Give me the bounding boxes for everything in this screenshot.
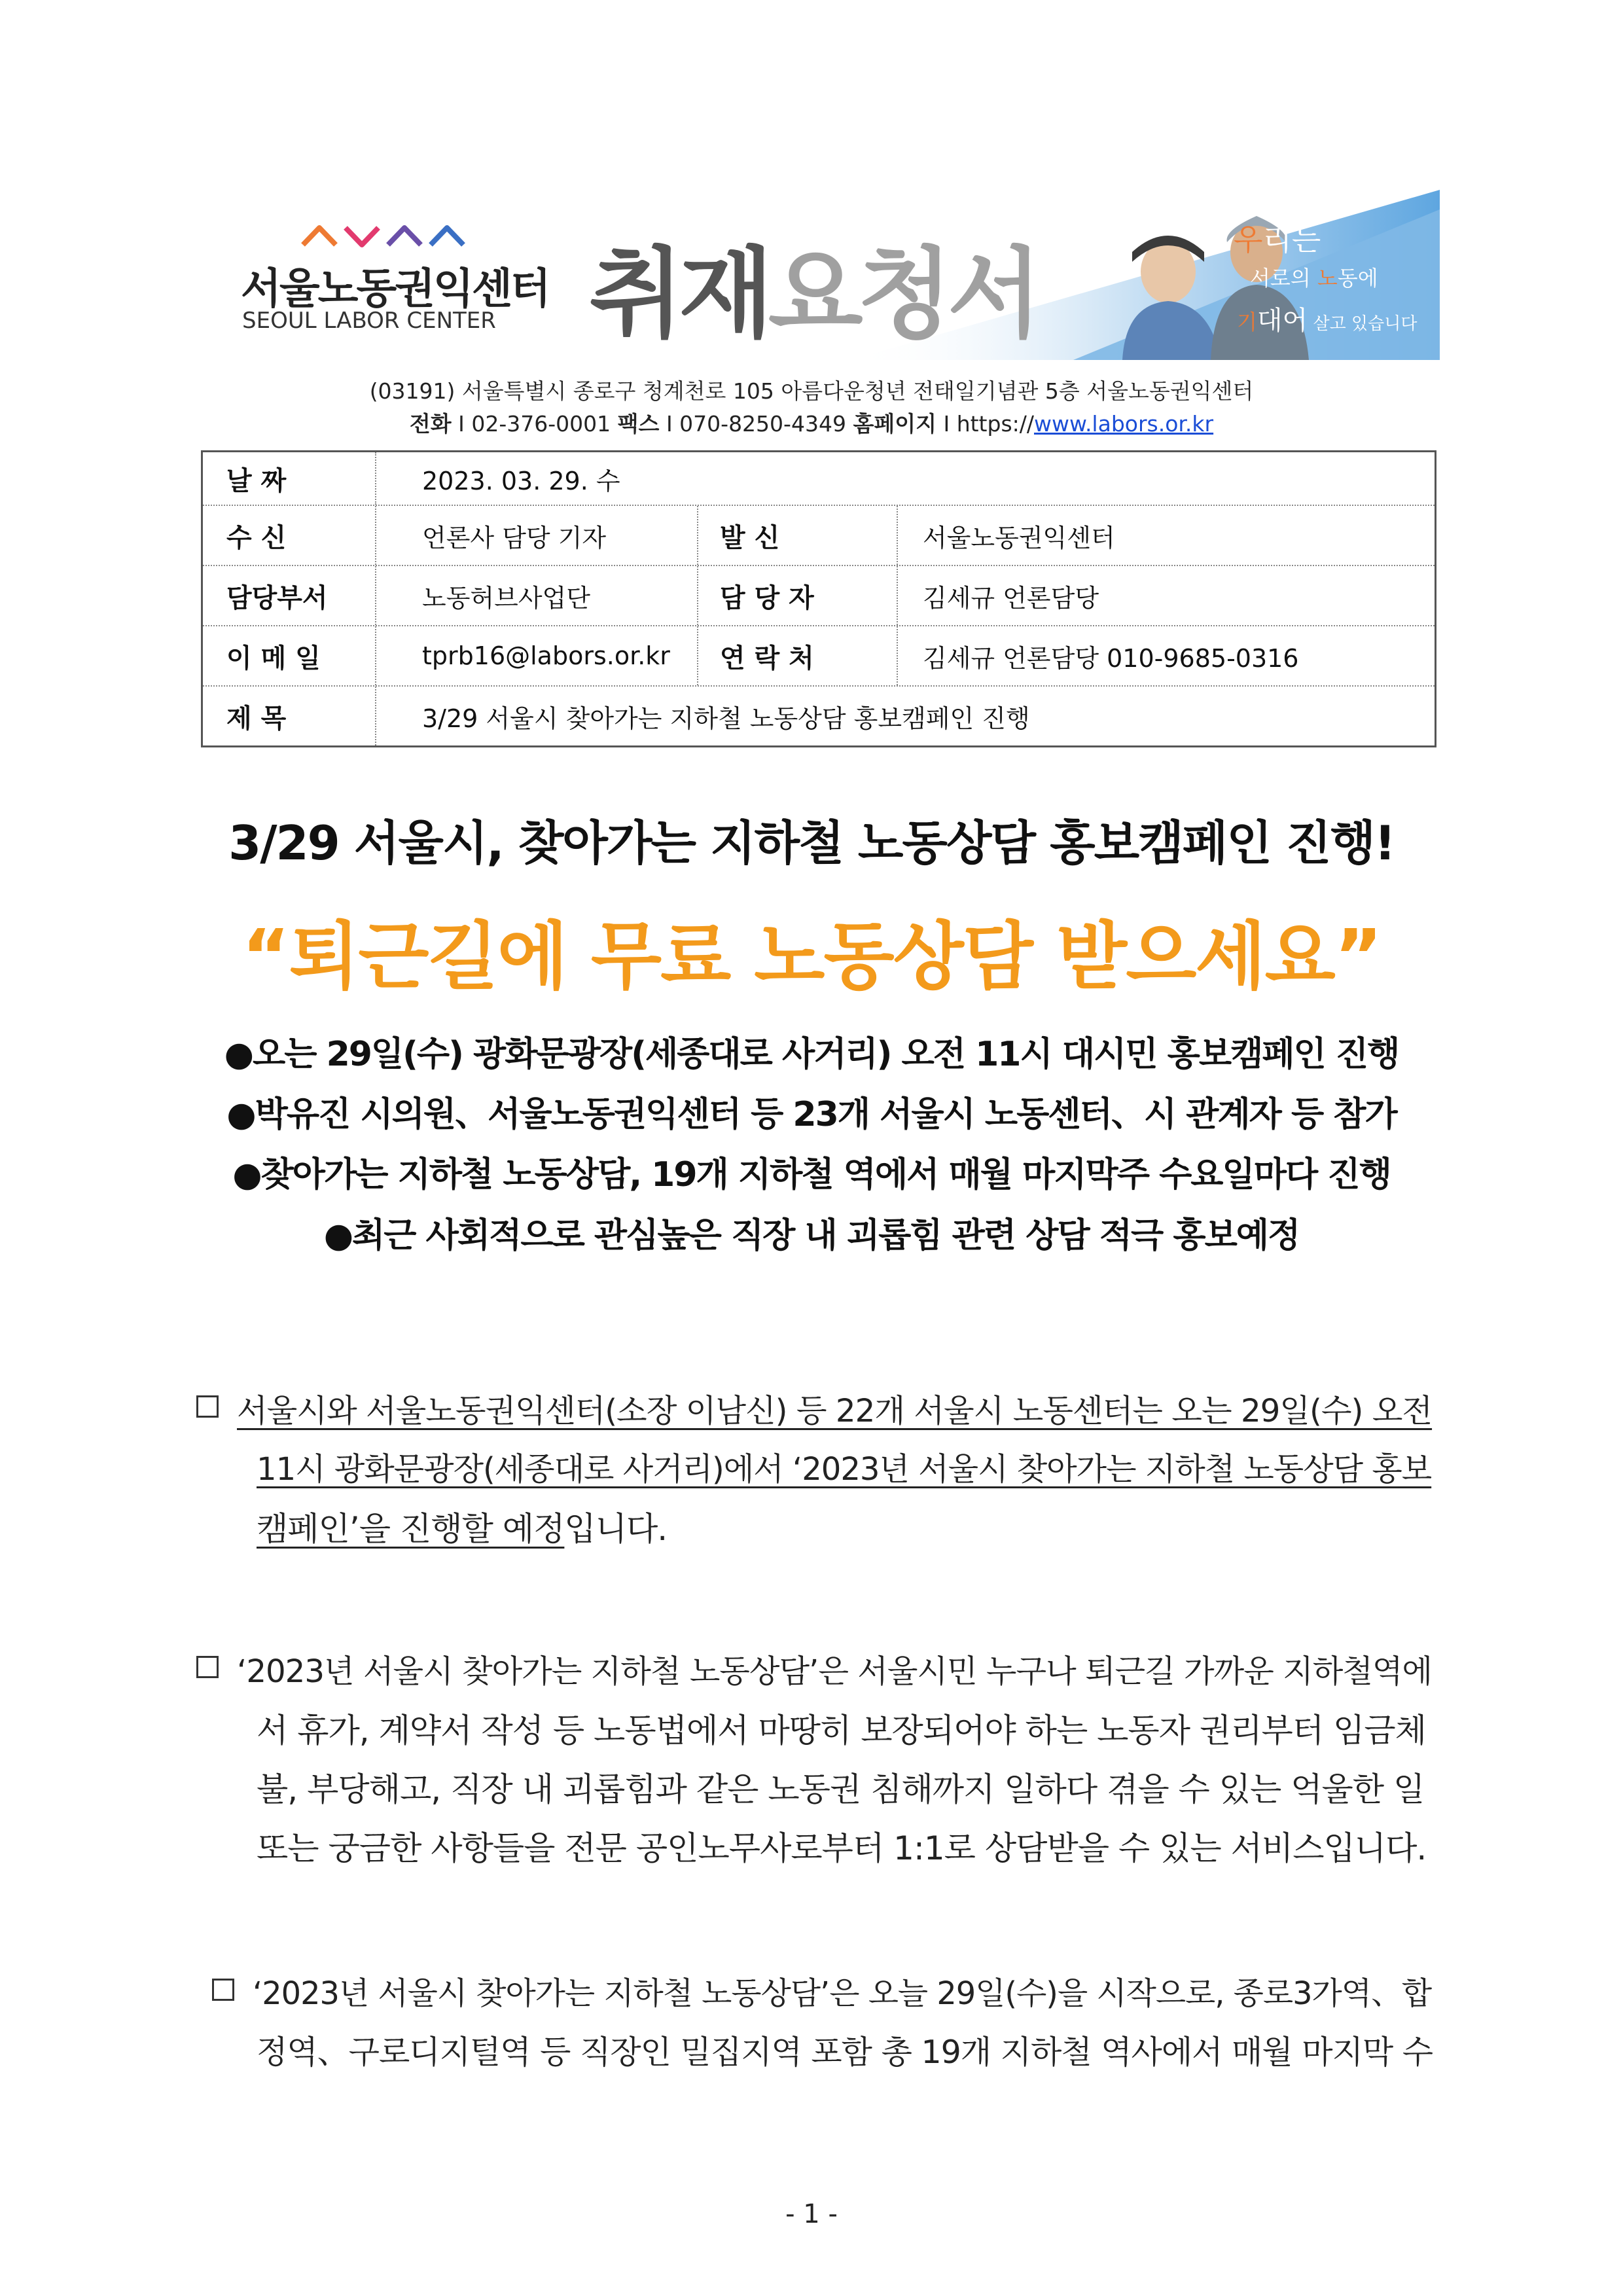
table-row-recipient (203, 506, 1435, 566)
dept-label: 담당부서 (226, 583, 328, 613)
slogan-1-highlight: 우 (1234, 222, 1263, 257)
subject-label: 제 목 (226, 703, 287, 734)
slogan-1-text: 리는 (1262, 222, 1321, 257)
slogan-arrows-icon (576, 190, 654, 206)
table-row-department (203, 566, 1435, 626)
homepage-label: 홈페이지 (853, 411, 936, 437)
paragraph-3-line-2: 정역、구로디지털역 등 직장인 밀집지역 포함 총 19개 지하철 역사에서 매월 마지막 수 (257, 2034, 1433, 2071)
center-address: (03191) 서울특별시 종로구 청계천로 105 아름다운청년 전태일기념관 5층 서울노동권익센터 (369, 378, 1254, 404)
manager-value: 김세규 언론담당 (923, 583, 1099, 613)
date-value: 2023. 03. 29. 수 (422, 466, 620, 495)
from-label: 발 신 (720, 522, 780, 553)
banner-title-light: 요청서 (768, 238, 1037, 351)
fax-label: 팩스 (617, 411, 660, 437)
paragraph-2-line-4: 또는 궁금한 사항들을 전문 공인노무사로부터 1:1로 상담받을 수 있는 서비스입니다. (257, 1829, 1427, 1867)
table-row-date (203, 452, 1435, 506)
checkbox-bullet-icon (212, 1979, 234, 2001)
slogan-2-highlight: 노 (1317, 266, 1338, 291)
phone-label: 전화 (409, 411, 452, 437)
slogan-line-1 (1234, 216, 1321, 259)
slogan-line-3 (1237, 300, 1417, 337)
summary-bullet-3: ●찾아가는 지하철 노동상담, 19개 지하철 역에서 매월 마지막주 수요일마다 진행 (232, 1155, 1391, 1194)
homepage-prefix: https:// (956, 411, 1034, 437)
slogan-3-highlight: 기 (1237, 310, 1257, 334)
logo-name-en: SEOUL LABOR CENTER (242, 308, 496, 334)
press-tagline: “퇴근길에 무료 노동상담 받으세요” (241, 914, 1382, 999)
logo-name-ko: 서울노동권익센터 (241, 265, 549, 314)
paragraph-2-line-1: ‘2023년 서울시 찾아가는 지하철 노동상담’은 서울시민 누구나 퇴근길 가까운 지하철역에 (237, 1653, 1433, 1690)
phone-value: 김세규 언론담당 010-9685-0316 (923, 643, 1299, 673)
checkbox-bullet-icon (196, 1395, 219, 1418)
paragraph-1-line-3-underlined: 캠페인’을 진행할 예정 (257, 1510, 565, 1548)
slogan-3-text-b: 살고 있습니다 (1308, 314, 1418, 334)
to-label: 수 신 (226, 522, 287, 553)
from-value: 서울노동권익센터 (923, 523, 1115, 552)
summary-bullet-4: ●최근 사회적으로 관심높은 직장 내 괴롭힘 관련 상담 적극 홍보예정 (323, 1216, 1300, 1255)
contact-separator: I (666, 411, 673, 437)
summary-bullet-1: ●오는 29일(수) 광화문광장(세종대로 사거리) 오전 11시 대시민 홍보캠페인 진행 (224, 1035, 1399, 1074)
paragraph-2-line-2: 서 휴가, 계약서 작성 등 노동법에서 마땅히 보장되어야 하는 노동자 권리부터 임금체 (257, 1712, 1426, 1749)
slogan-line-2 (1250, 262, 1378, 292)
homepage-link[interactable]: www.labors.or.kr (1034, 411, 1214, 437)
slogan-3-text-a: 대어 (1257, 306, 1308, 336)
phone-number: 02-376-0001 (471, 411, 611, 437)
page-number: - 1 - (785, 2199, 838, 2229)
paragraph-1-line-1: 서울시와 서울노동권익센터(소장 이남신) 등 22개 서울시 노동센터는 오는 29일(수) 오전 (237, 1393, 1433, 1429)
checkbox-bullet-icon (196, 1656, 219, 1678)
fax-number: 070-8250-4349 (679, 411, 846, 437)
seoul-labor-center-logo (241, 223, 549, 334)
phone-label: 연 락 처 (720, 643, 814, 673)
paragraph-1-line-3-rest: 입니다. (564, 1510, 668, 1548)
paragraph-1-line-2: 11시 광화문광장(세종대로 사거리)에서 ‘2023년 서울시 찾아가는 지하철 노동상담 홍보 (257, 1451, 1432, 1488)
slogan-2-text-b: 동에 (1337, 266, 1378, 291)
summary-bullet-2: ●박유진 시의원、서울노동권익센터 등 23개 서울시 노동센터、시 관계자 등 참가 (226, 1095, 1397, 1134)
date-label: 날 짜 (226, 465, 287, 496)
banner-title-dark: 취재 (589, 238, 768, 351)
banner-title (589, 215, 1037, 356)
subject-value: 3/29 서울시 찾아가는 지하철 노동상담 홍보캠페인 진행 (422, 704, 1030, 733)
manager-label: 담 당 자 (720, 583, 814, 613)
slogan-2-text-a: 서로의 (1250, 266, 1317, 291)
press-info-table (201, 450, 1436, 747)
table-row-subject (203, 687, 1435, 745)
table-row-email (203, 626, 1435, 687)
logo-arrows-icon (300, 223, 470, 249)
press-request-banner (576, 190, 1440, 360)
paragraph-1-line-3 (257, 1503, 667, 1550)
contact-separator: I (943, 411, 950, 437)
email-label: 이 메 일 (226, 643, 321, 673)
dept-value: 노동허브사업단 (422, 583, 590, 613)
paragraph-3-line-1: ‘2023년 서울시 찾아가는 지하철 노동상담’은 오늘 29일(수)을 시작으로, 종로3가역、합 (253, 1976, 1432, 2012)
center-contact (0, 407, 1623, 438)
email-value[interactable]: tprb16@labors.or.kr (422, 641, 670, 670)
press-headline: 3/29 서울시, 찾아가는 지하철 노동상담 홍보캠페인 진행! (228, 816, 1395, 870)
contact-separator: I (458, 411, 465, 437)
to-value: 언론사 담당 기자 (422, 523, 607, 552)
paragraph-2-line-3: 불, 부당해고, 직장 내 괴롭힘과 같은 노동권 침해까지 일하다 겪을 수 있는 억울한 일 (257, 1770, 1425, 1808)
